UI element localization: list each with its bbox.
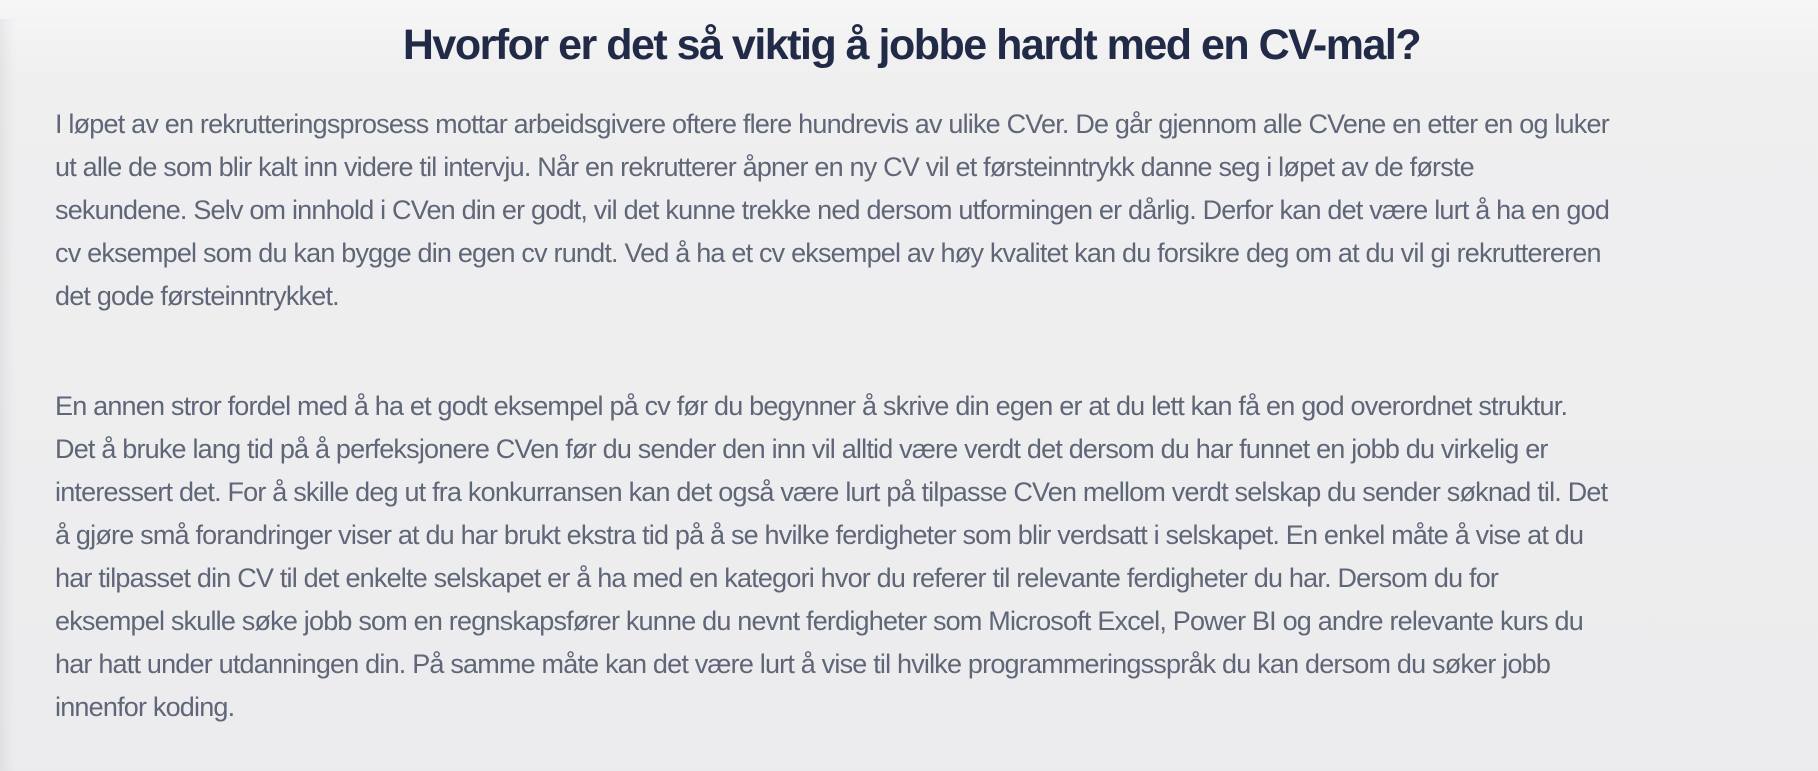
text-line: sekundene. Selv om innhold i CVen din er godt, vil det kunne trekke ned dersom utformingen er dårlig. Derfor kan det være lurt å ha en god [55,195,1610,225]
text-line: En annen stror fordel med å ha et godt eksempel på cv før du begynner å skrive din egen er at du lett kan få en god overordnet struktur. [55,391,1568,421]
text-line: cv eksempel som du kan bygge din egen cv rundt. Ved å ha et cv eksempel av høy kvalitet kan du forsikre deg om at du vil gi rekruttereren [55,238,1601,268]
text-line: å gjøre små forandringer viser at du har brukt ekstra tid på å se hvilke ferdigheter som blir verdsatt i selskapet. En enkel måte å vise at du [55,520,1584,550]
text-line: har tilpasset din CV til det enkelte selskapet er å ha med en kategori hvor du referer til relevante ferdigheter du har. Dersom du for [55,563,1499,593]
text-line: I løpet av en rekrutteringsprosess mottar arbeidsgivere oftere flere hundrevis av ulike CVer. De går gjennom alle CVene en etter en og luker [55,109,1609,139]
article-body [55,103,1768,729]
text-line: innenfor koding. [55,692,235,722]
text-line: Det å bruke lang tid på å perfeksjonere CVen før du sender den inn vil alltid være verdt det dersom du har funnet en jobb du virkelig er [55,434,1548,464]
text-line: interessert det. For å skille deg ut fra konkurransen kan det også være lurt på tilpasse CVen mellom verdt selskap du sender søknad til. Det [55,477,1608,507]
text-line: det gode førsteinntrykket. [55,281,339,311]
text-line: har hatt under utdanningen din. På samme måte kan det være lurt å vise til hvilke programmeringsspråk du kan dersom du søker jobb [55,649,1551,679]
paragraph [55,103,1768,318]
article [0,19,1818,729]
page [0,19,1818,771]
page-title: Hvorfor er det så viktig å jobbe hardt med en CV-mal? [402,21,1421,69]
paragraph [55,385,1768,729]
text-line: eksempel skulle søke jobb som en regnskapsfører kunne du nevnt ferdigheter som Microsoft Excel, Power BI og andre relevante kurs du [55,606,1583,636]
text-line: ut alle de som blir kalt inn videre til intervju. Når en rekrutterer åpner en ny CV vil et førsteinntrykk danne seg i løpet av de første [55,152,1474,182]
